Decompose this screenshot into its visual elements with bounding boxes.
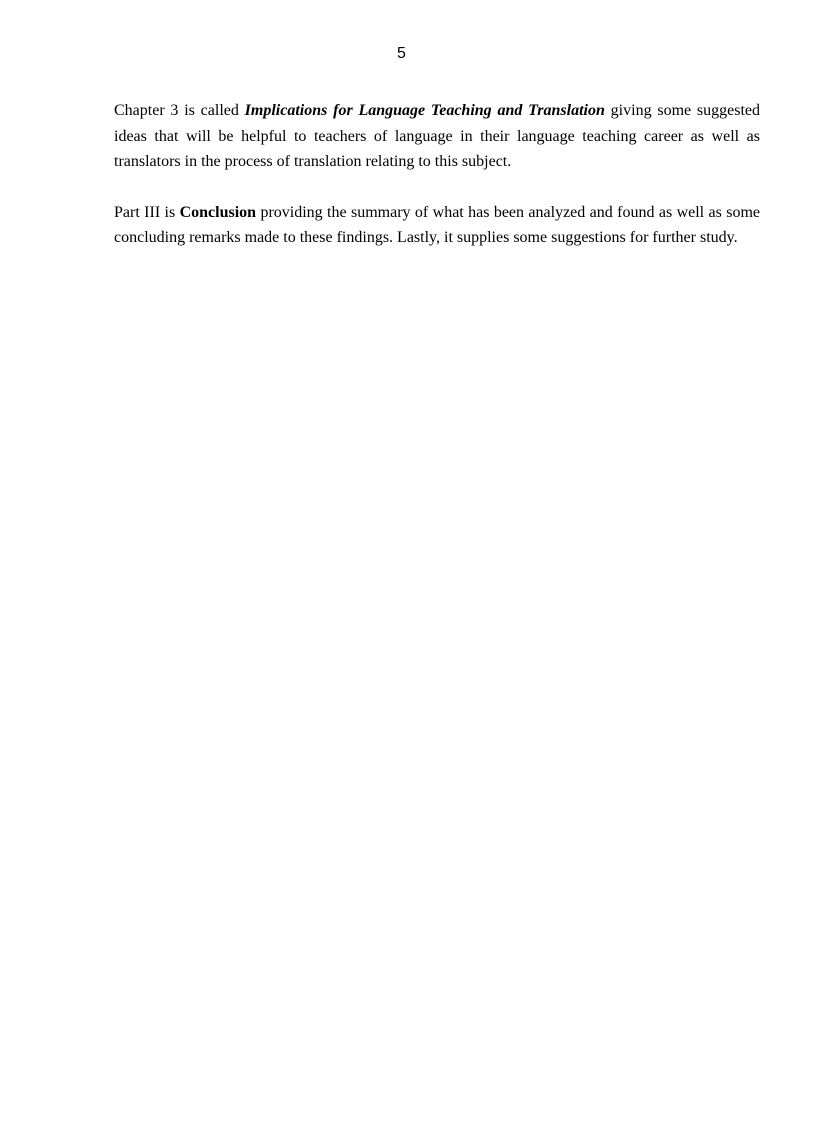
chapter-title: Implications for Language Teaching and Translation [244, 102, 605, 119]
paragraph-text: Part III is [114, 203, 180, 221]
paragraph-chapter-3 [114, 98, 760, 175]
part-title: Conclusion [179, 203, 257, 221]
page-number: 5 [397, 45, 406, 62]
paragraph-text: Chapter 3 is called [114, 102, 245, 119]
document-body [114, 98, 760, 276]
paragraph-part-3 [114, 200, 760, 251]
paragraph-text: providing the summary of what has been analyzed and found as well as some concluding remarks made to these findings. Lastly, it supplies some suggestions for further study. [114, 203, 760, 246]
paragraph-text: giving some suggested ideas that will be helpful to teachers of language in their language teaching career as well as translators in the process of translation relating to this subject. [114, 102, 761, 170]
